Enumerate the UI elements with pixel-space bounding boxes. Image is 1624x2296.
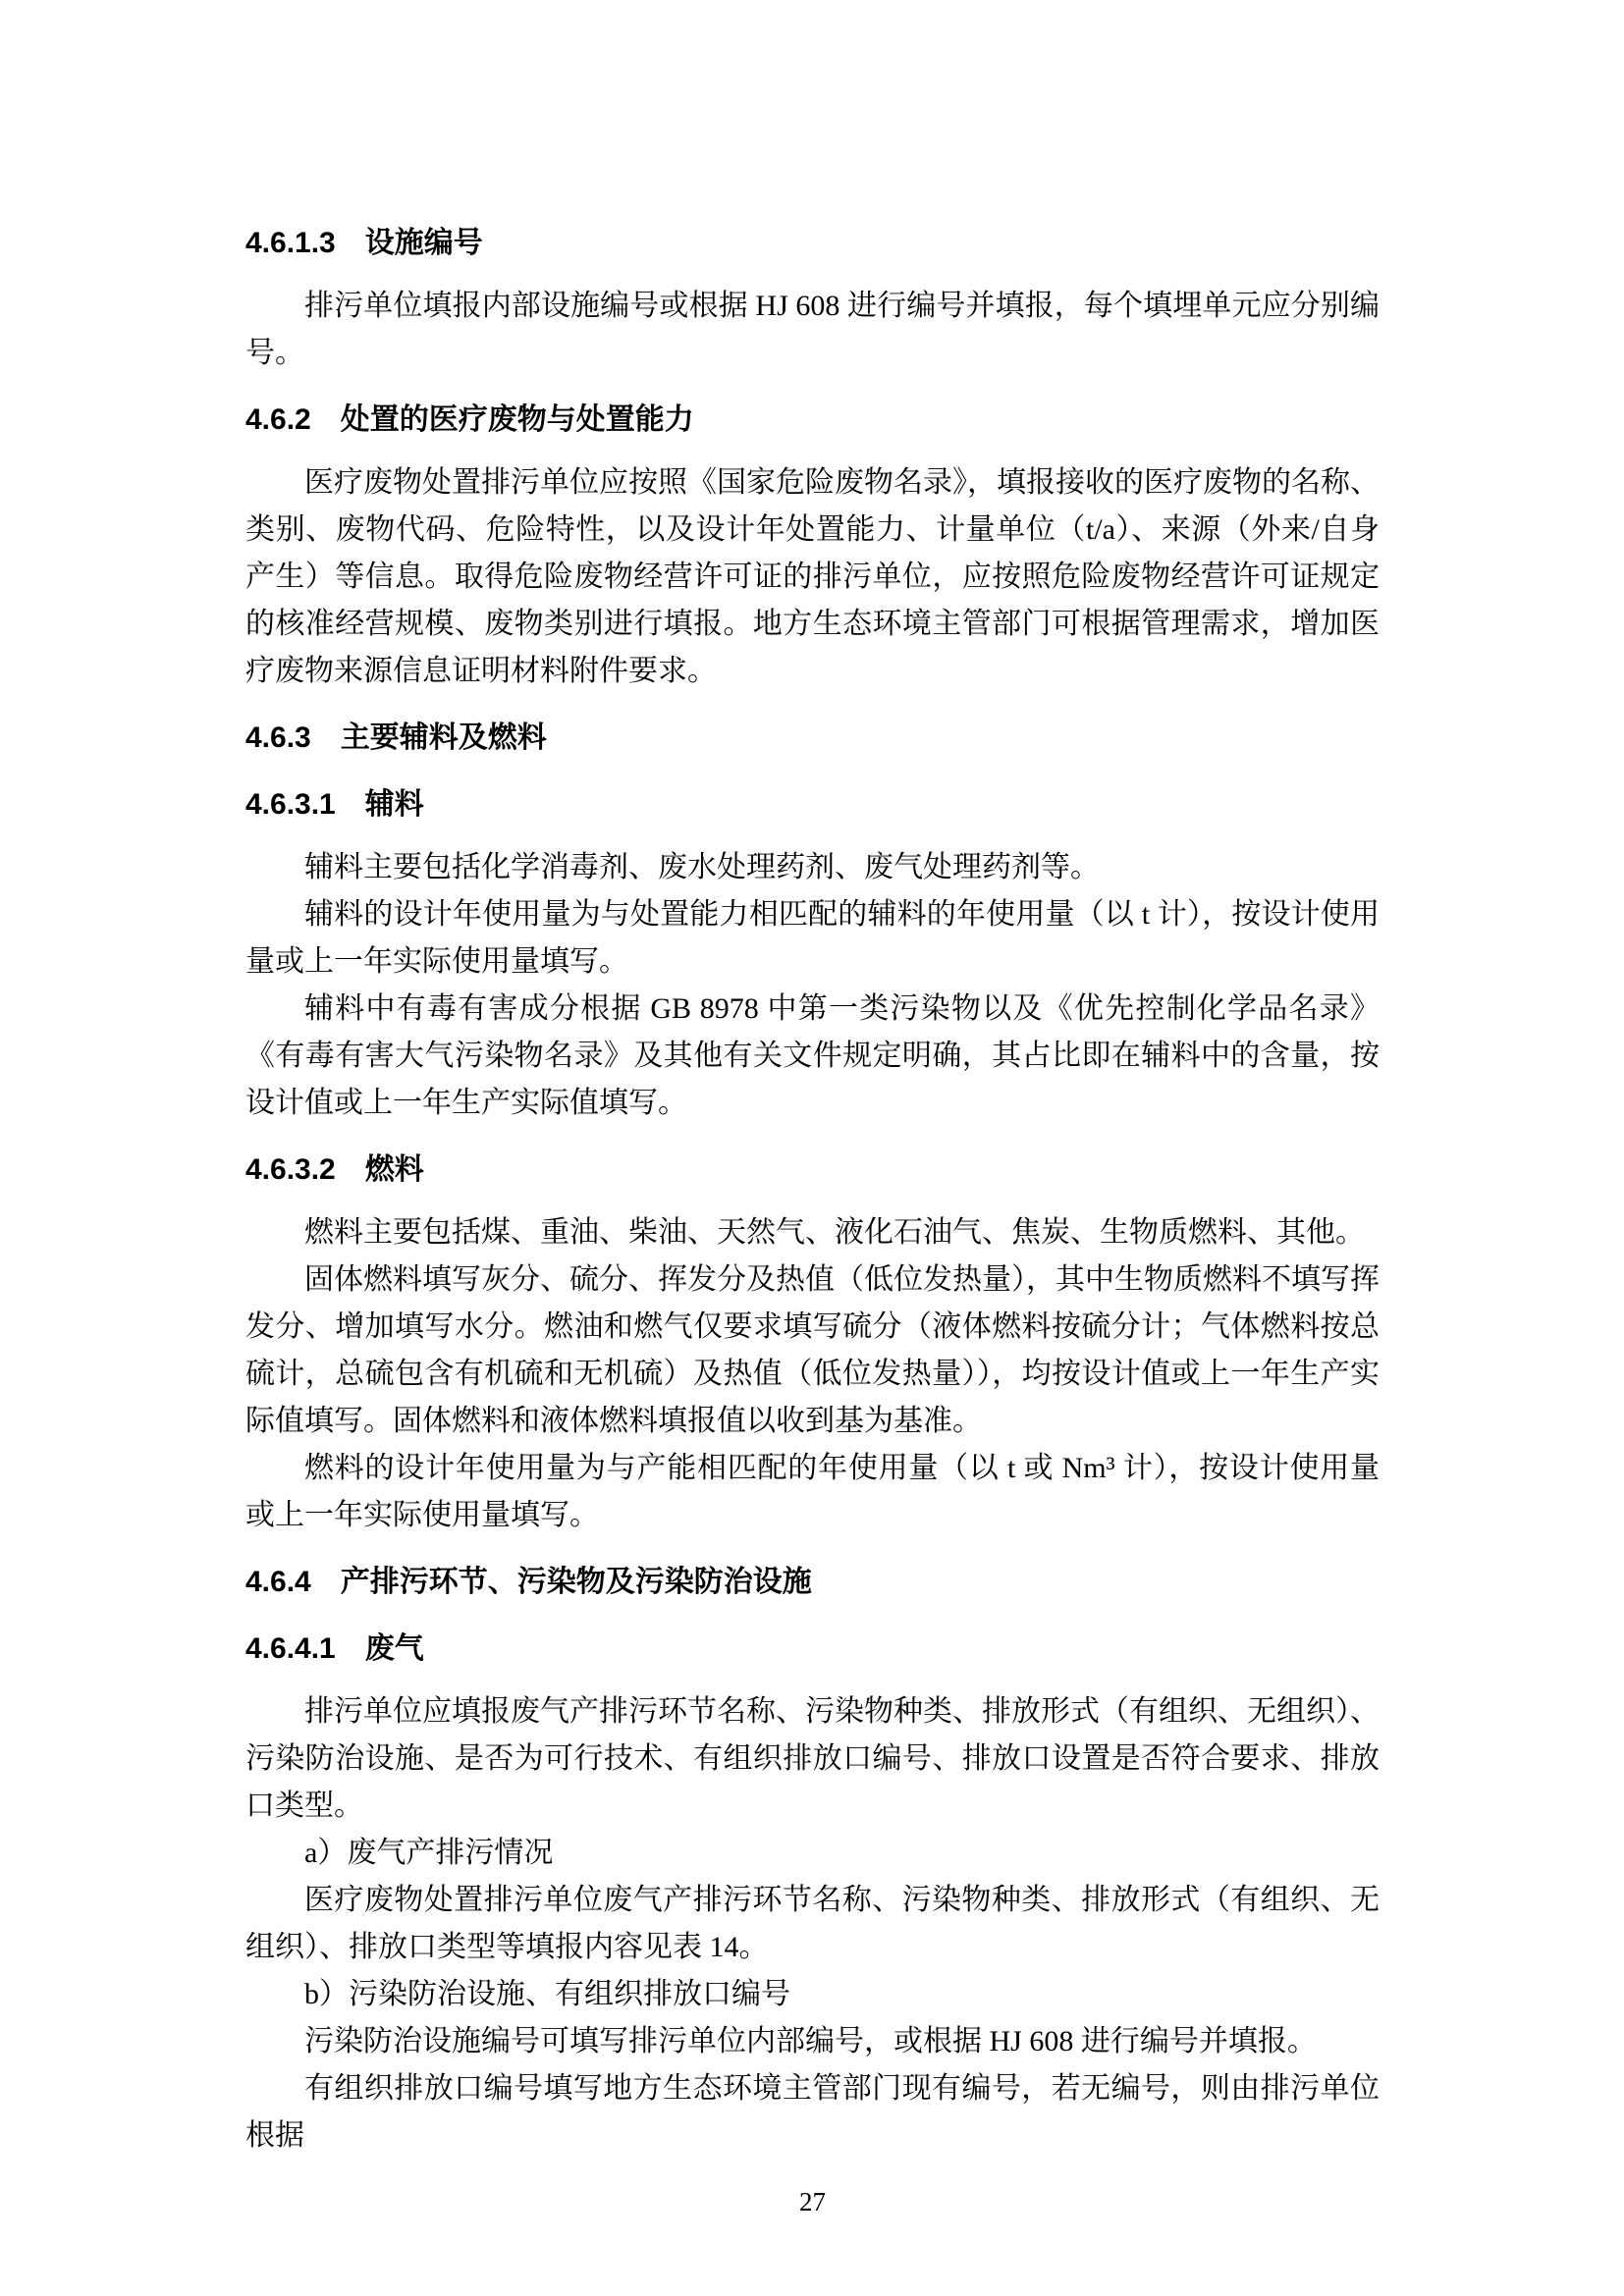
paragraph-auxiliary-materials-annual-usage: 辅料的设计年使用量为与处置能力相匹配的辅料的年使用量（以 t 计），按设计使用量或上一年实际使用量填写。 (245, 898, 1380, 978)
section-heading-4-6-1-3: 4.6.1.3 设施编号 (245, 227, 483, 259)
paragraph-fuel-types: 燃料主要包括煤、重油、柴油、天然气、液化石油气、焦炭、生物质燃料、其他。 (304, 1216, 1365, 1249)
section-heading-4-6-4: 4.6.4 产排污环节、污染物及污染防治设施 (245, 1566, 812, 1598)
paragraph-waste-gas-table-14: 医疗废物处置排污单位废气产排污环节名称、污染物种类、排放形式（有组织、无组织）、排放口类型等填报内容见表 14。 (245, 1884, 1380, 1963)
paragraph-auxiliary-materials-scope: 辅料主要包括化学消毒剂、废水处理药剂、废气处理药剂等。 (304, 851, 1100, 883)
paragraph-item-b-pollution-control-outlet-number: b）污染防治设施、有组织排放口编号 (304, 1978, 790, 2010)
paragraph-pollution-control-facility-numbering: 污染防治设施编号可填写排污单位内部编号，或根据 HJ 608 进行编号并填报。 (304, 2025, 1317, 2057)
paragraph-fuel-annual-usage: 燃料的设计年使用量为与产能相匹配的年使用量（以 t 或 Nm³ 计），按设计使用量或上一年实际使用量填写。 (245, 1452, 1380, 1531)
page-number: 27 (799, 2187, 826, 2216)
paragraph-fuel-properties: 固体燃料填写灰分、硫分、挥发分及热值（低位发热量），其中生物质燃料不填写挥发分、增加填写水分。燃油和燃气仅要求填写硫分（液体燃料按硫分计；气体燃料按总硫计，总硫包含有机硫和无机硫）及热值（低位发热量）），均按设计值或上一年生产实际值填写。固体燃料和液体燃料填报值以收到基为基准。 (245, 1263, 1380, 1437)
section-heading-4-6-3: 4.6.3 主要辅料及燃料 (245, 721, 547, 754)
paragraph-facility-numbering: 排污单位填报内部设施编号或根据 HJ 608 进行编号并填报，每个填埋单元应分别编号。 (245, 290, 1380, 369)
paragraph-organized-outlet-numbering: 有组织排放口编号填写地方生态环境主管部门现有编号，若无编号，则由排污单位根据 (245, 2072, 1380, 2152)
section-heading-4-6-3-1: 4.6.3.1 辅料 (245, 788, 424, 821)
paragraph-medical-waste-capacity: 医疗废物处置排污单位应按照《国家危险废物名录》，填报接收的医疗废物的名称、类别、废物代码、危险特性，以及设计年处置能力、计量单位（t/a）、来源（外来/自身产生）等信息。取得危险废物经营许可证的排污单位，应按照危险废物经营许可证规定的核准经营规模、废物类别进行填报。地方生态环境主管部门可根据管理需求，增加医疗废物来源信息证明材料附件要求。 (245, 466, 1380, 687)
section-heading-4-6-3-2: 4.6.3.2 燃料 (245, 1153, 424, 1186)
paragraph-waste-gas-reporting-items: 排污单位应填报废气产排污环节名称、污染物种类、排放形式（有组织、无组织）、污染防治设施、是否为可行技术、有组织排放口编号、排放口设置是否符合要求、排放口类型。 (245, 1695, 1380, 1822)
paragraph-auxiliary-materials-toxic-components: 辅料中有毒有害成分根据 GB 8978 中第一类污染物以及《优先控制化学品名录》《有毒有害大气污染物名录》及其他有关文件规定明确，其占比即在辅料中的含量，按设计值或上一年生产实际值填写。 (245, 992, 1380, 1119)
section-heading-4-6-2: 4.6.2 处置的医疗废物与处置能力 (245, 403, 694, 436)
paragraph-item-a-waste-gas-discharge: a）废气产排污情况 (304, 1837, 554, 1869)
section-heading-4-6-4-1: 4.6.4.1 废气 (245, 1632, 424, 1665)
